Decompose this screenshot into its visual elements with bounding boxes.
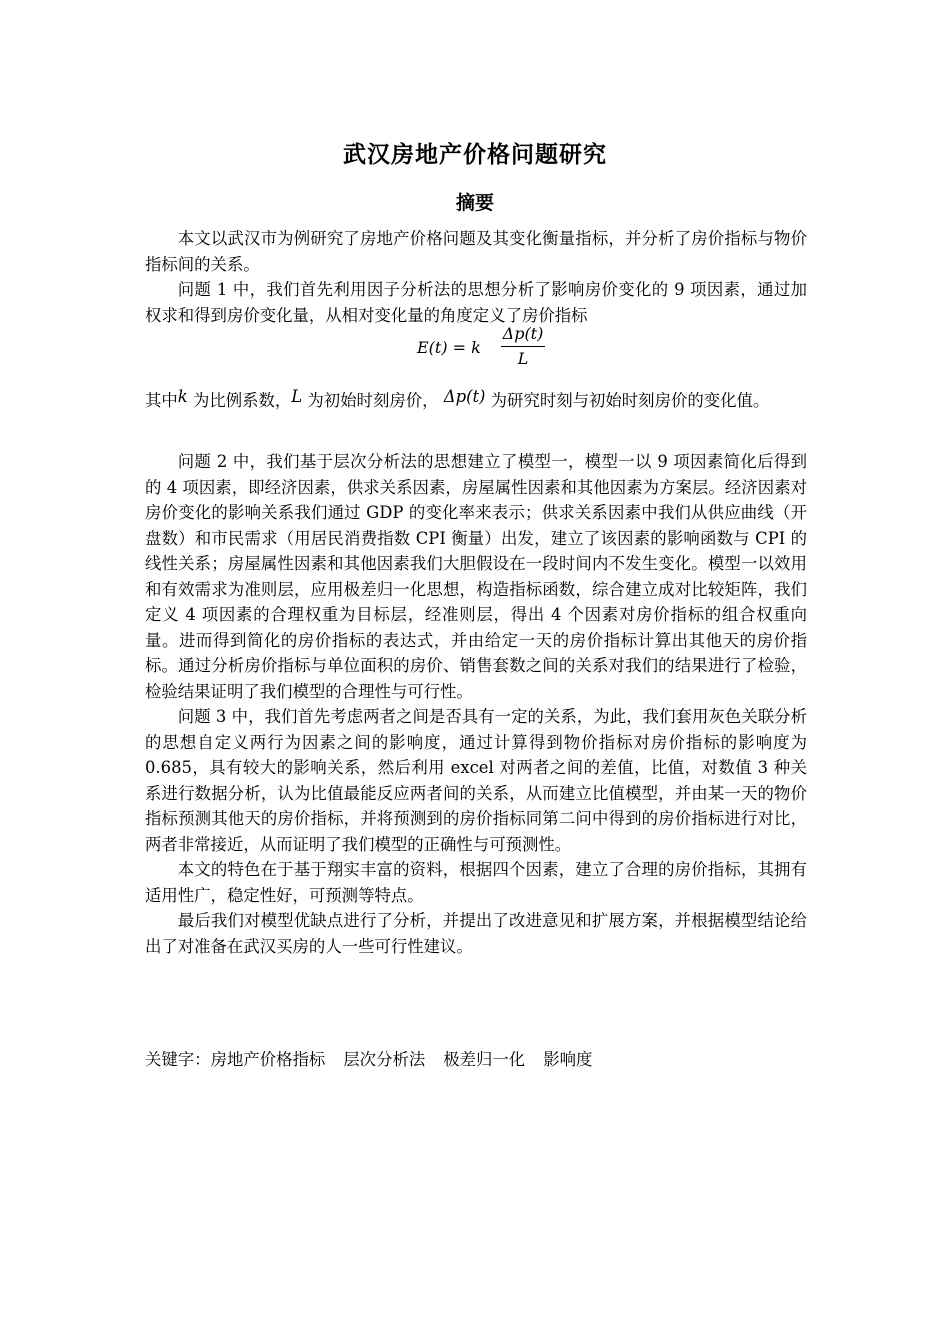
abstract-heading: 摘要 — [455, 192, 494, 214]
symbol-delta-p: Δp(t) — [443, 387, 486, 406]
keywords-line — [145, 1046, 610, 1070]
paragraph-question-2: 问题 2 中，我们基于层次分析法的思想建立了模型一，模型一以 9 项因素简化后得到的 4 项因素，即经济因素，供求关系因素，房屋属性因素和其他因素为方案层。经济因素对房价变化的影响关系我们通过 GDP 的变化率来表示；供求关系因素中我们从供应曲线（开盘数）和市民需求（用居民消费指数 CPI 衡量）出发，建立了该因素的影响函数与 CPI 的线性关系；房屋属性因素和其他因素我们大胆假设在一段时间内不发生变化。模型一以效用和有效需求为准则层，应用极差归一化思想，构造指标函数，综合建立成对比较矩阵，我们定义 4 项因素的合理权重为目标层，经准则层，得出 4 个因素对房价指标的组合权重向量。进而得到简化的房价指标的表达式，并由给定一天的房价指标计算出其他天的房价指标。通过分析房价指标与单位面积的房价、销售套数之间的关系对我们的结果进行了检验，检验结果证明了我们模型的合理性与可行性。 — [145, 452, 807, 701]
fraction-bar — [501, 346, 545, 347]
keyword: 房地产价格指标 — [210, 1050, 326, 1069]
formula-denominator: L — [517, 349, 529, 368]
keyword: 层次分析法 — [343, 1050, 426, 1069]
paragraph-final: 最后我们对模型优缺点进行了分析，并提出了改进意见和扩展方案，并根据模型结论给出了对准备在武汉买房的人一些可行性建议。 — [145, 911, 807, 956]
where-prefix: 其中 — [145, 391, 178, 410]
paper-title: 武汉房地产价格问题研究 — [343, 142, 607, 168]
paragraph-features: 本文的特色在于基于翔实丰富的资料，根据四个因素，建立了合理的房价指标，其拥有适用性广，稳定性好，可预测等特点。 — [145, 860, 807, 905]
keyword: 极差归一化 — [443, 1050, 526, 1069]
formula-fraction — [501, 324, 545, 368]
symbol-L: L — [291, 387, 303, 406]
where-line — [145, 387, 807, 415]
paragraph-intro: 本文以武汉市为例研究了房地产价格问题及其变化衡量指标，并分析了房价指标与物价指标间的关系。 — [145, 229, 807, 274]
formula-numerator: Δp(t) — [502, 324, 544, 343]
symbol-L-desc: 为初始时刻房价， — [307, 391, 439, 410]
symbol-k: k — [177, 387, 188, 406]
symbol-k-desc: 为比例系数， — [192, 391, 292, 410]
abstract-block-2 — [145, 449, 807, 959]
abstract-block-1 — [145, 226, 807, 328]
paragraph-question-1: 问题 1 中，我们首先利用因子分析法的思想分析了影响房价变化的 9 项因素，通过加权求和得到房价变化量，从相对变化量的角度定义了房价指标 — [145, 280, 807, 325]
house-price-index-formula — [417, 324, 547, 374]
keyword: 影响度 — [543, 1050, 593, 1069]
formula-lhs: E(t) = k — [417, 338, 481, 357]
keywords-label: 关键字： — [145, 1050, 211, 1069]
symbol-delta-p-desc: 为研究时刻与初始时刻房价的变化值。 — [490, 391, 770, 410]
formula-explanation — [145, 387, 807, 415]
paragraph-question-3: 问题 3 中，我们首先考虑两者之间是否具有一定的关系，为此，我们套用灰色关联分析的思想自定义两行为因素之间的影响度，通过计算得到物价指标对房价指标的影响度为 0.685，具有较大的影响关系，然后利用 excel 对两者之间的差值，比值，对数值 3 种关系进行数据分析，认为比值最能反应两者间的关系，从而建立比值模型，并由某一天的物价指标预测其他天的房价指标，并将预测到的房价指标同第二问中得到的房价指标进行对比，两者非常接近，从而证明了我们模型的正确性与可预测性。 — [145, 707, 807, 854]
